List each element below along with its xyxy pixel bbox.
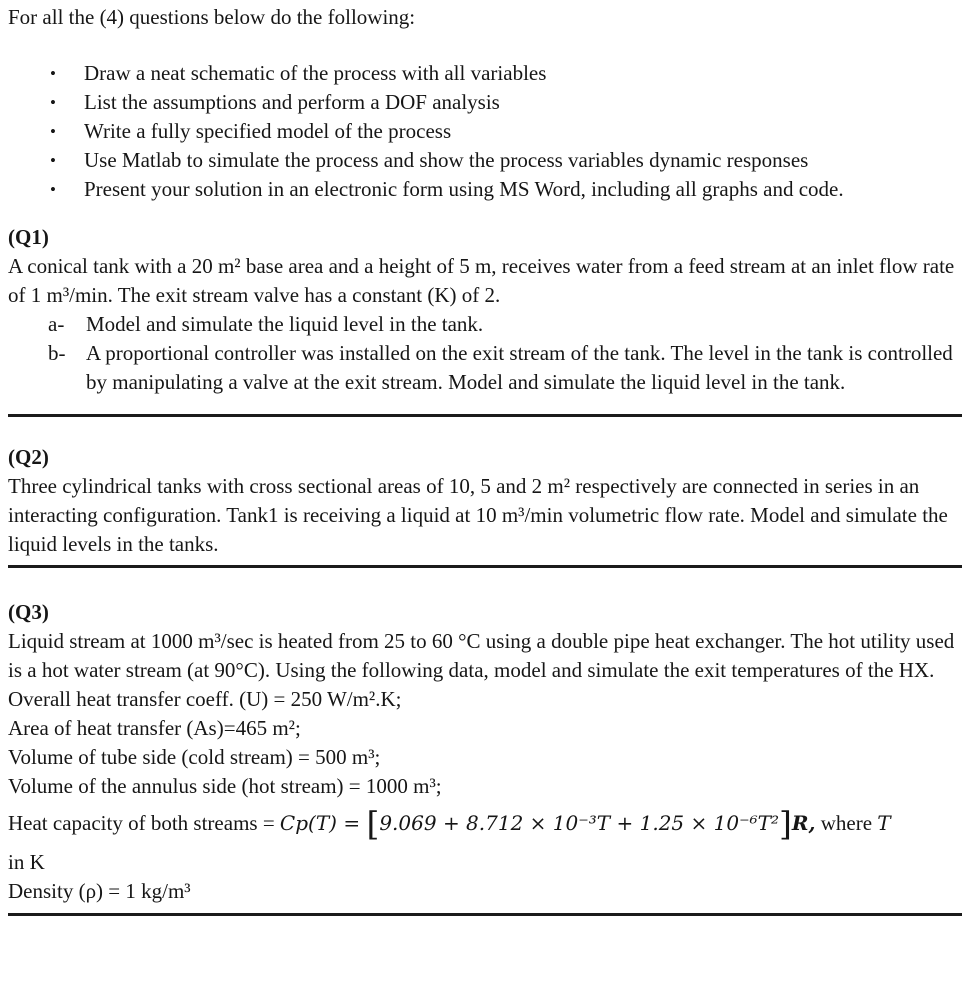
list-item-text: List the assumptions and perform a DOF analysis (84, 90, 500, 114)
part-label: b- (48, 341, 66, 365)
tube-volume-line: Volume of tube side (cold stream) = 500 m³; (8, 745, 381, 769)
question-1-heading: (Q1) (8, 225, 49, 249)
part-text: A proportional controller was installed on the exit stream of the tank. The level in the tank is controlled by manipulating a valve at the exit stream. Model and simulate the liquid level in the tank. (86, 341, 953, 394)
question-3-section (8, 598, 962, 906)
equation-polynomial: 9.069 + 8.712 × 10⁻³T + 1.25 × 10⁻⁶T² (379, 811, 780, 835)
equation-continuation: in K (8, 850, 45, 874)
question-1-body: A conical tank with a 20 m² base area and a height of 5 m, receives water from a feed stream at an inlet flow rate of 1 m³/min. The exit stream valve has a constant (K) of 2. (8, 254, 955, 307)
question-3-body: Liquid stream at 1000 m³/sec is heated from 25 to 60 °C using a double pipe heat exchanger. The hot utility used is a hot water stream (at 90°C). Using the following data, model and simulate the exit temperatures of the HX. (8, 629, 955, 682)
question-1-part-a (8, 310, 962, 339)
intro-paragraph: For all the (4) questions below do the following: (8, 5, 416, 29)
question-2-section (8, 443, 962, 559)
part-text: Model and simulate the liquid level in the tank. (86, 312, 484, 336)
equation-gas-constant: R, (791, 811, 816, 835)
list-item (8, 88, 962, 117)
question-1-part-b (8, 339, 962, 397)
bullet-icon: • (50, 64, 56, 83)
list-item-text: Draw a neat schematic of the process with all variables (84, 61, 547, 85)
equation-prefix: Heat capacity of both streams = (8, 811, 280, 835)
question-3-heading: (Q3) (8, 600, 49, 624)
list-item-text: Use Matlab to simulate the process and show the process variables dynamic responses (84, 148, 809, 172)
equation-temperature-var: T (877, 811, 891, 835)
bullet-icon: • (50, 122, 56, 141)
bullet-icon: • (50, 93, 56, 112)
section-divider (8, 414, 962, 417)
heat-capacity-equation (8, 803, 962, 844)
list-item (8, 59, 962, 88)
equation-close-bracket: ] (779, 804, 792, 843)
question-1-section (8, 223, 962, 397)
instructions-list (8, 59, 962, 204)
list-item (8, 117, 962, 146)
equation-open-bracket: [ (366, 804, 380, 843)
density-line: Density (ρ) = 1 kg/m³ (8, 879, 191, 903)
list-item (8, 175, 962, 204)
equation-where-word: where (815, 811, 878, 835)
list-item-text: Write a fully specified model of the process (84, 119, 452, 143)
annulus-volume-line: Volume of the annulus side (hot stream) = 1000 m³; (8, 774, 442, 798)
section-divider (8, 565, 962, 568)
part-label: a- (48, 312, 65, 336)
bottom-rule (8, 913, 962, 916)
list-item (8, 146, 962, 175)
bullet-icon: • (50, 180, 56, 199)
list-item-text: Present your solution in an electronic form using MS Word, including all graphs and code. (84, 177, 844, 201)
question-2-body: Three cylindrical tanks with cross sectional areas of 10, 5 and 2 m² respectively are connected in series in an interacting configuration. Tank1 is receiving a liquid at 10 m³/min volumetric flow rate. Model and simulate the liquid levels in the tanks. (8, 474, 948, 556)
heat-transfer-coeff-line: Overall heat transfer coeff. (U) = 250 W/m².K; (8, 687, 402, 711)
equation-cp-term: Cp(T) = (279, 811, 367, 835)
heat-transfer-area-line: Area of heat transfer (As)=465 m²; (8, 716, 301, 740)
bullet-icon: • (50, 151, 56, 170)
question-2-heading: (Q2) (8, 445, 49, 469)
